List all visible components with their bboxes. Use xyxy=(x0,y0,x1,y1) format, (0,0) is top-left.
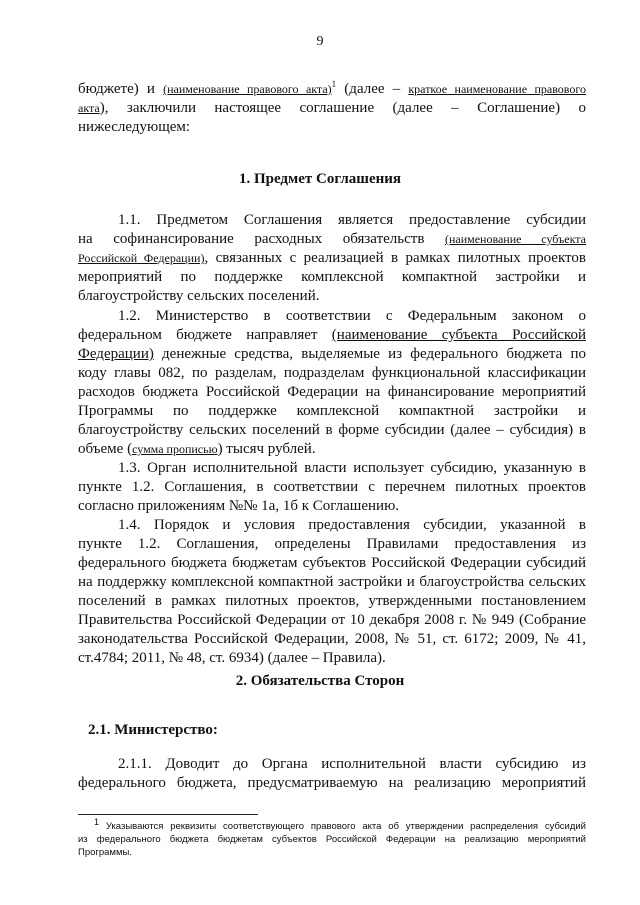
p11-line-1: 1.1. Предметом Соглашения является предоставление субсидии xyxy=(118,212,586,228)
short-name-placeholder-cont: акта xyxy=(78,101,100,115)
p12-text: федеральном бюджете направляет xyxy=(78,327,332,343)
footnote-line-2: из федерального бюджета бюджетам субъектов Российской Федерации на реализацию мероприятий xyxy=(78,834,586,845)
p11-line-5: благоустройству сельских поселений. xyxy=(78,288,320,304)
footnote-divider xyxy=(78,814,258,815)
p11-text: , связанных с реализацией в рамках пилотных проектов xyxy=(204,250,586,266)
p14-line-1: 1.4. Порядок и условия предоставления субсидии, указанной в xyxy=(118,517,586,533)
intro-line-1 xyxy=(78,80,586,99)
subject-placeholder-cont: Федерации) xyxy=(78,346,154,362)
subject-placeholder: (наименование субъекта Российской xyxy=(331,327,586,343)
p13-line-1: 1.3. Орган исполнительной власти использует субсидию, указанную в xyxy=(118,460,586,476)
intro-text: бюджете) и xyxy=(78,81,164,97)
p11-line-4: мероприятий по поддержке комплексной компактной застройки и xyxy=(78,269,586,285)
p12-line-1: 1.2. Министерство в соответствии с Федеральным законом о xyxy=(118,308,586,324)
p12-line-7: благоустройству сельских поселений в форме субсидии (далее – субсидия) в xyxy=(78,422,586,438)
subject-placeholder-cont: Российской Федерации) xyxy=(78,251,205,265)
intro-text: (далее – xyxy=(336,81,409,97)
p12-line-4: коду главы 082, по разделам, подразделам функциональной классификации xyxy=(78,365,586,381)
p14-line-5: поселений в рамках пилотных проектов, утвержденными постановлением xyxy=(78,593,586,609)
section-2-title: 2. Обязательства Сторон xyxy=(235,673,405,689)
p12-line-6: Программы по поддержке комплексной компактной застройки и xyxy=(78,403,586,419)
p14-line-6: Правительства Российской Федерации от 10 декабря 2008 г. № 949 (Собрание xyxy=(78,612,586,628)
p14-line-2: пункте 1.2. Соглашения, определены Правилами предоставления из xyxy=(78,536,586,552)
footnote-text: Указываются реквизиты соответствующего правового акта об утверждении распределения субсидий xyxy=(99,821,586,832)
p14-line-3: федерального бюджета бюджетам субъектов Российской Федерации субсидий xyxy=(78,555,586,571)
p211-line-2: федерального бюджета, предусматриваемую на реализацию мероприятий xyxy=(78,775,586,791)
intro-line-3: нижеследующем: xyxy=(78,119,191,135)
footnote-line-3: Программы. xyxy=(78,847,132,858)
subject-placeholder: (наименование субъекта xyxy=(444,232,587,246)
p12-text: денежные средства, выделяемые из федерального бюджета по xyxy=(153,346,586,362)
p12-line-8 xyxy=(78,440,586,459)
intro-line-2 xyxy=(78,99,586,118)
page-number: 9 xyxy=(316,34,324,49)
p11-line-2 xyxy=(78,230,586,249)
p12-line-5: расходов бюджета Российской Федерации на финансирование мероприятий xyxy=(78,384,586,400)
legal-act-placeholder: (наименование правового акта) xyxy=(163,82,332,96)
p12-text: объеме ( xyxy=(78,441,133,457)
section-2-1-subtitle: 2.1. Министерство: xyxy=(88,722,218,738)
amount-placeholder: сумма прописью xyxy=(132,442,218,456)
p12-line-3 xyxy=(78,345,586,364)
p13-line-2: пункте 1.2. Соглашения, в соответствии с перечнем пилотных проектов xyxy=(78,479,586,495)
p11-line-3 xyxy=(78,249,586,268)
p14-line-7: законодательства Российской Федерации, 2008, № 51, ст. 6172; 2009, № 41, xyxy=(78,631,586,647)
short-name-placeholder: краткое наименование правового xyxy=(408,82,586,96)
p14-line-4: на поддержку комплексной компактной застройки и благоустройства сельских xyxy=(78,574,586,590)
footnote-ref: 1 xyxy=(331,79,337,89)
intro-text: ), заключили настоящее соглашение (далее – Соглашение) о xyxy=(99,100,586,116)
footnote-marker: 1 xyxy=(94,816,100,827)
p211-line-1: 2.1.1. Доводит до Органа исполнительной власти субсидию из xyxy=(118,756,586,772)
section-1-title: 1. Предмет Соглашения xyxy=(238,171,402,187)
p12-line-2 xyxy=(78,326,586,345)
p12-text: ) тысяч рублей. xyxy=(217,441,316,457)
p11-text: на софинансирование расходных обязательств xyxy=(78,231,445,247)
p14-line-8: ст.4784; 2011, № 48, ст. 6934) (далее – Правила). xyxy=(78,650,386,666)
p13-line-3: согласно приложениям №№ 1а, 1б к Соглашению. xyxy=(78,498,400,514)
footnote-line-1 xyxy=(94,816,586,833)
